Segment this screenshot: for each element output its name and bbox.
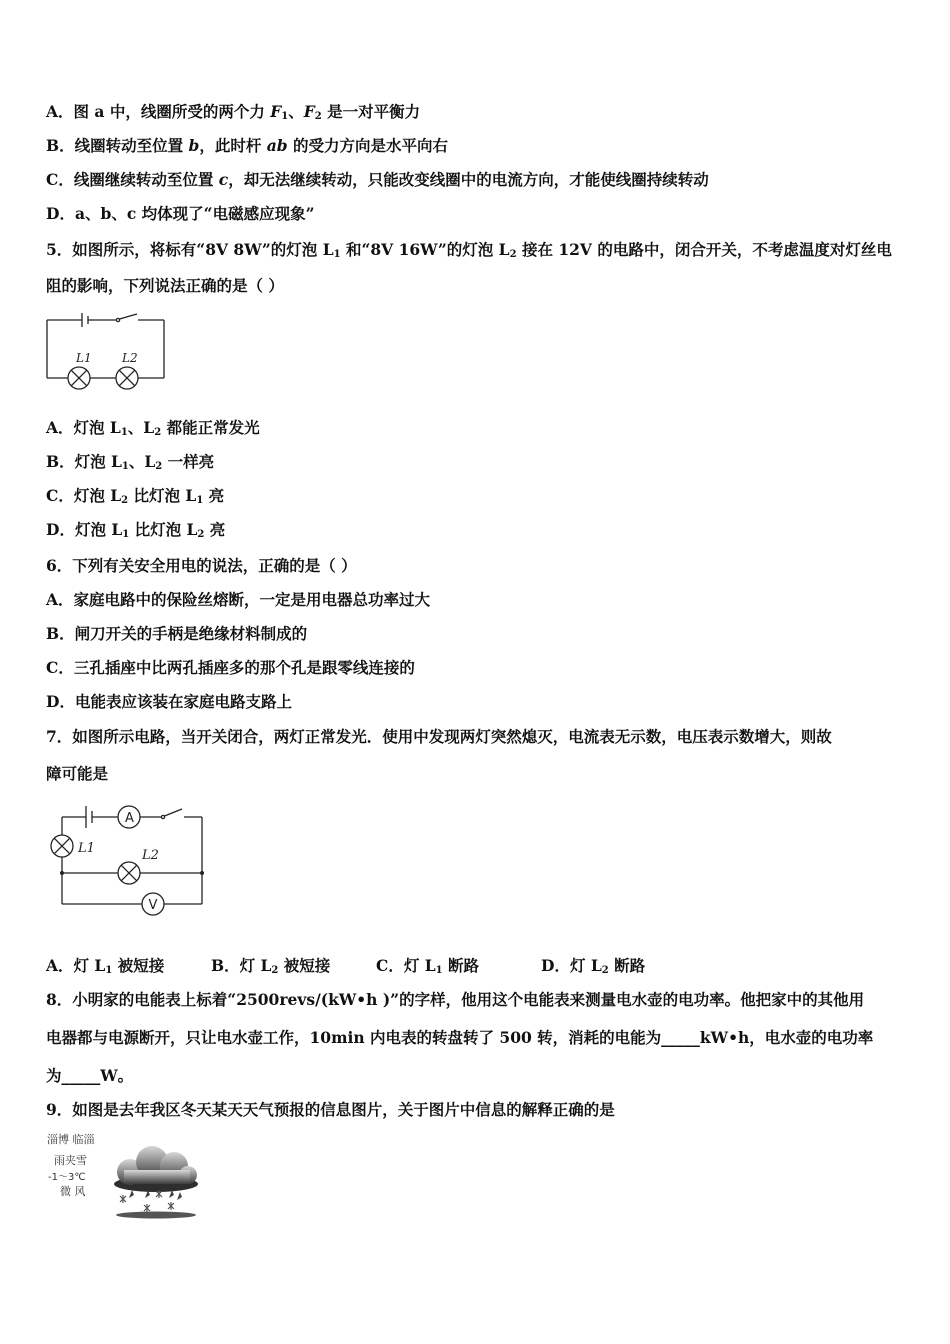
- q6-option-b: B．闸刀开关的手柄是绝缘材料制成的: [46, 624, 308, 643]
- q7-stem-line1: 7．如图所示电路，当开关闭合，两灯正常发光．使用中发现两灯突然熄灭，电流表无示数，电压表示数增大，则故: [46, 727, 832, 746]
- lamp-l1-label: L1: [76, 351, 92, 365]
- q5-option-c: C．灯泡 $L_2$ 比灯泡 $L_1$ 亮: [46, 486, 225, 506]
- q7-circuit-diagram: [46, 800, 208, 918]
- q6-option-c: C．三孔插座中比两孔插座多的那个孔是跟零线连接的: [46, 658, 415, 677]
- q7-option-b: B．灯 $L_2$ 被短接: [211, 956, 331, 976]
- q6-stem: 6．下列有关安全用电的说法，正确的是（ ）: [46, 556, 357, 575]
- lamp-l2-symbol: [116, 367, 138, 389]
- weather-condition: 雨夹雪: [54, 1154, 87, 1167]
- q5-stem-line2: 阻的影响，下列说法正确的是（ ）: [46, 276, 284, 295]
- junction-dot-right: [200, 871, 204, 875]
- weather-wind: 微 风: [60, 1185, 86, 1198]
- q5-option-d: D．灯泡 $L_1$ 比灯泡 $L_2$ 亮: [46, 520, 226, 540]
- lamp-l2-label: L2: [142, 848, 159, 863]
- lamp-l1-label: L1: [78, 841, 95, 856]
- q8-line2: 电器都与电源断开，只让电水壶工作，10min 内电表的转盘转了 500 转，消耗的电能为_____kW•h，电水壶的电功率: [46, 1028, 874, 1047]
- q6-option-d: D．电能表应该装在家庭电路支路上: [46, 692, 292, 711]
- lamp-l1-symbol: [51, 835, 73, 857]
- q7-option-d: D．灯 $L_2$ 断路: [541, 956, 646, 976]
- q4-option-c: C．线圈继续转动至位置 c，却无法继续转动，只能改变线圈中的电流方向，才能使线圈持续转动: [46, 170, 709, 189]
- q4-option-d: D．a、b、c 均体现了“电磁感应现象”: [46, 204, 315, 223]
- sleet-cloud-icon: [110, 1144, 202, 1220]
- q5-option-b: B．灯泡 $L_1$、$L_2$ 一样亮: [46, 452, 215, 472]
- voltmeter-label: V: [148, 898, 158, 913]
- q8-line3: 为_____W。: [46, 1066, 134, 1085]
- switch-lever: [120, 314, 138, 319]
- ammeter-label: A: [125, 811, 134, 826]
- lamp-l1-symbol: [68, 367, 90, 389]
- q8-line1: 8．小明家的电能表上标着“2500revs/(kW•h )”的字样，他用这个电能表来测量电水壶的电功率。他把家中的其他用: [46, 990, 865, 1009]
- q9-weather-forecast-image: [44, 1128, 204, 1223]
- weather-temperature: -1～3℃: [48, 1172, 86, 1183]
- q7-option-c: C．灯 $L_1$ 断路: [376, 956, 480, 976]
- q7-option-a: A．灯 $L_1$ 被短接: [46, 956, 165, 976]
- q7-options-row: [46, 956, 906, 976]
- weather-city: 淄博 临淄: [47, 1133, 95, 1146]
- q7-stem-line2: 障可能是: [46, 764, 109, 783]
- q5-circuit-diagram: [44, 312, 168, 392]
- switch-lever: [165, 809, 183, 816]
- q6-option-a: A．家庭电路中的保险丝熔断，一定是用电器总功率过大: [46, 590, 431, 609]
- lamp-l2-symbol: [118, 862, 140, 884]
- q5-stem-line1: 5．如图所示，将标有“8V 8W”的灯泡 $L_1$ 和“8V 16W”的灯泡 $L_2$ 接在 12V 的电路中，闭合开关，不考虑温度对灯丝电: [46, 240, 892, 260]
- lamp-l2-label: L2: [122, 351, 138, 365]
- q4-option-b: B．线圈转动至位置 b，此时杆 ab 的受力方向是水平向右: [46, 136, 449, 155]
- junction-dot-left: [60, 871, 64, 875]
- q9-stem: 9．如图是去年我区冬天某天天气预报的信息图片，关于图片中信息的解释正确的是: [46, 1100, 615, 1119]
- q4-option-a: A．图 a 中，线圈所受的两个力 $F_1$、$F_2$ 是一对平衡力: [46, 102, 421, 122]
- q5-option-a: A．灯泡 $L_1$、$L_2$ 都能正常发光: [46, 418, 260, 438]
